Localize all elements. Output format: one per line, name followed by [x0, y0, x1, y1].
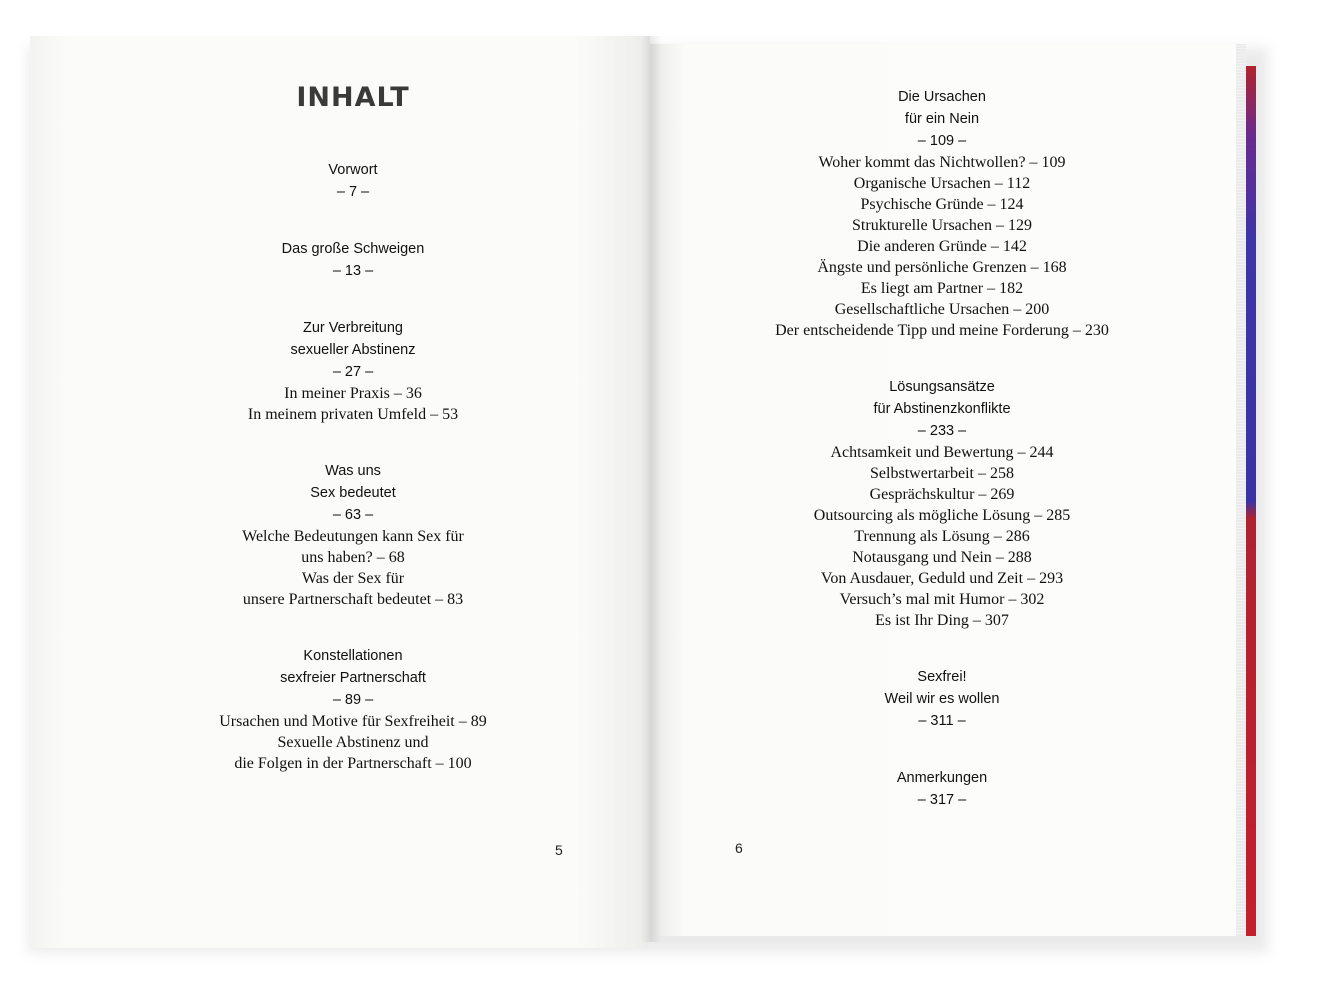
toc-entry: Psychische Gründe – 124 [860, 196, 1024, 213]
toc-section-heading: sexfreier Partnerschaft [280, 670, 426, 686]
toc-entry: Versuch’s mal mit Humor – 302 [839, 591, 1045, 608]
toc-section [170, 317, 536, 425]
toc-entry: Es liegt am Partner – 182 [860, 280, 1024, 297]
toc-section-heading: Was uns [325, 463, 381, 479]
toc-section-page: – 7 – [336, 184, 370, 200]
toc-entry: uns haben? – 68 [301, 549, 405, 566]
toc-section-page: – 89 – [332, 692, 374, 708]
toc-section-heading: Weil wir es wollen [884, 691, 1000, 707]
toc-entry: Gesellschaftliche Ursachen – 200 [834, 301, 1050, 318]
toc-entry: die Folgen in der Partnerschaft – 100 [234, 755, 472, 772]
toc-entry: Strukturelle Ursachen – 129 [852, 217, 1032, 234]
toc-section [170, 645, 536, 774]
toc-section [170, 238, 536, 282]
right-toc [752, 86, 1132, 846]
toc-entry: Achtsamkeit und Bewertung – 244 [830, 444, 1054, 461]
toc-entry: Gesprächskultur – 269 [869, 486, 1015, 503]
toc-section [752, 86, 1132, 341]
toc-section-page: – 27 – [332, 364, 374, 380]
toc-section [170, 460, 536, 610]
toc-section-heading: Die Ursachen [898, 89, 986, 105]
toc-entry: Es ist Ihr Ding – 307 [875, 612, 1009, 629]
page-edges [1236, 44, 1246, 936]
toc-section-page: – 13 – [332, 263, 374, 279]
left-toc [170, 82, 536, 809]
toc-entry: In meiner Praxis – 36 [284, 385, 422, 402]
toc-section-heading: für ein Nein [904, 111, 980, 127]
toc-section [752, 376, 1132, 631]
toc-section [752, 767, 1132, 811]
toc-entry: Welche Bedeutungen kann Sex für [242, 528, 464, 545]
page-number-right: 6 [735, 840, 743, 856]
cover-edge [1246, 66, 1256, 936]
book-gutter [640, 36, 662, 942]
toc-section-heading: für Abstinenzkonflikte [873, 401, 1011, 417]
toc-entry: Ängste und persönliche Grenzen – 168 [817, 259, 1067, 276]
toc-section-heading: sexueller Abstinenz [290, 342, 416, 358]
toc-section [752, 666, 1132, 732]
toc-section-heading: Das große Schweigen [281, 241, 425, 257]
toc-entry: Ursachen und Motive für Sexfreiheit – 89 [219, 713, 487, 730]
toc-entry: Woher kommt das Nichtwollen? – 109 [818, 154, 1066, 171]
toc-entry: Outsourcing als mögliche Lösung – 285 [813, 507, 1071, 524]
right-toc-sections [752, 86, 1132, 811]
toc-entry: Von Ausdauer, Geduld und Zeit – 293 [820, 570, 1064, 587]
toc-entry: Der entscheidende Tipp und meine Forderung – 230 [775, 322, 1109, 339]
toc-section-heading: Vorwort [328, 162, 378, 178]
page-number-left: 5 [555, 842, 563, 858]
toc-entry: unsere Partnerschaft bedeutet – 83 [242, 591, 464, 608]
toc-entry: Selbstwertarbeit – 258 [870, 465, 1014, 482]
left-toc-sections [170, 159, 536, 774]
toc-entry: Organische Ursachen – 112 [853, 175, 1031, 192]
toc-entry: In meinem privaten Umfeld – 53 [247, 406, 459, 423]
toc-section-heading: Anmerkungen [896, 770, 988, 786]
toc-section-heading: Lösungsansätze [889, 379, 995, 395]
toc-entry: Sexuelle Abstinenz und [277, 734, 429, 751]
toc-section-heading: Sex bedeutet [310, 485, 396, 501]
toc-section-page: – 109 – [917, 133, 967, 149]
toc-section-heading: Sexfrei! [917, 669, 967, 685]
toc-entry: Die anderen Gründe – 142 [857, 238, 1027, 255]
toc-entry: Was der Sex für [301, 570, 405, 587]
toc-entry: Trennung als Lösung – 286 [854, 528, 1030, 545]
toc-section-page: – 233 – [917, 423, 967, 439]
toc-title: INHALT [296, 82, 410, 113]
toc-entry: Notausgang und Nein – 288 [852, 549, 1032, 566]
toc-section-heading: Konstellationen [303, 648, 403, 664]
toc-section-page: – 311 – [918, 713, 966, 729]
toc-section-heading: Zur Verbreitung [303, 320, 403, 336]
toc-section-page: – 317 – [917, 792, 967, 808]
toc-section-page: – 63 – [332, 507, 374, 523]
toc-section [170, 159, 536, 203]
